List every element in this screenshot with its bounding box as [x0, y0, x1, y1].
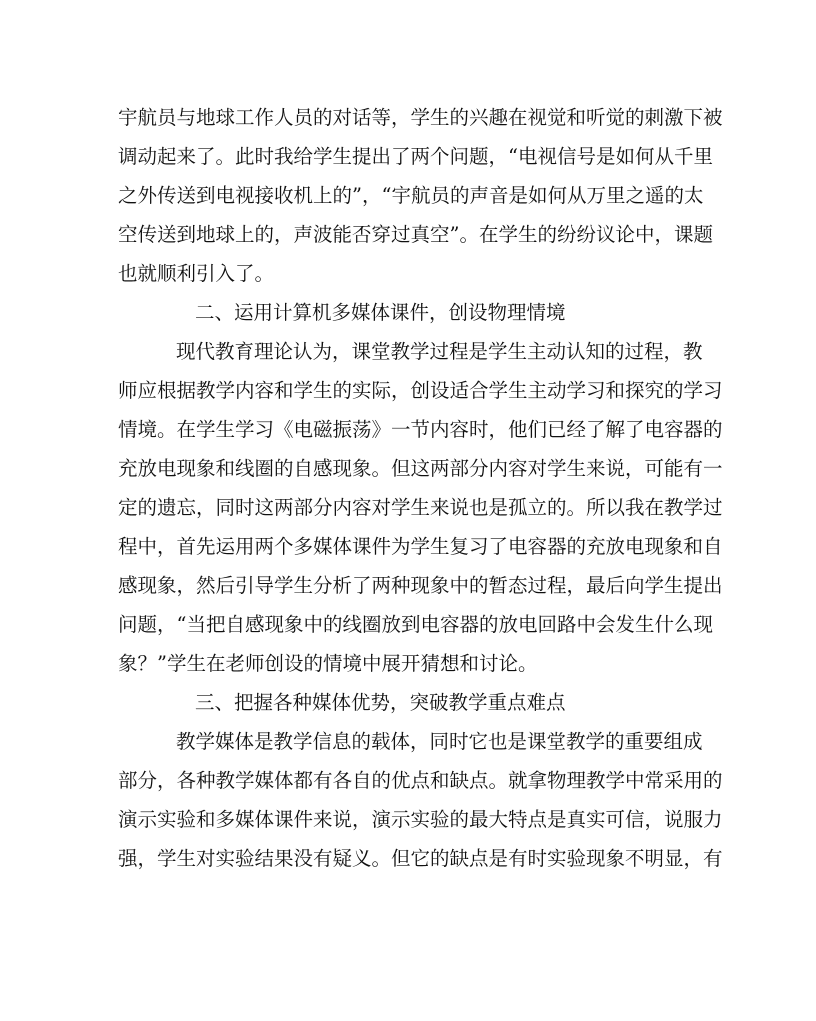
- text-line: 强，学生对实验结果没有疑义。但它的缺点是有时实验现象不明显，有: [118, 847, 723, 870]
- paragraph-section-two: [118, 332, 723, 683]
- text-line: 教学媒体是教学信息的载体，同时它也是课堂教学的重要组成: [176, 730, 703, 753]
- text-line: 问题，“当把自感现象中的线圈放到电容器的放电回路中会发生什么现: [118, 613, 713, 636]
- paragraph-intro: [118, 98, 723, 293]
- text-line: 情境。在学生学习《电磁振荡》一节内容时，他们已经了解了电容器的: [118, 418, 723, 441]
- text-line: 之外传送到电视接收机上的”，“宇航员的声音是如何从万里之遥的太: [118, 184, 704, 207]
- text-line: 空传送到地球上的，声波能否穿过真空”。在学生的纷纷议论中，课题: [118, 223, 713, 246]
- text-line: 象？”学生在老师创设的情境中展开猜想和讨论。: [118, 652, 538, 675]
- text-line: 演示实验和多媒体课件来说，演示实验的最大特点是真实可信，说服力: [118, 808, 723, 831]
- document-body: [118, 98, 723, 878]
- section-three-heading: 三、把握各种媒体优势，突破教学重点难点: [195, 691, 566, 714]
- text-line: 也就顺利引入了。: [118, 262, 275, 285]
- text-line: 部分，各种教学媒体都有各自的优点和缺点。就拿物理教学中常采用的: [118, 769, 723, 792]
- text-line: 定的遗忘，同时这两部分内容对学生来说也是孤立的。所以我在教学过: [118, 496, 723, 519]
- text-line: 师应根据教学内容和学生的实际，创设适合学生主动学习和探究的学习: [118, 379, 723, 402]
- text-line: 调动起来了。此时我给学生提出了两个问题，“电视信号是如何从千里: [118, 145, 713, 168]
- text-line: 充放电现象和线圈的自感现象。但这两部分内容对学生来说，可能有一: [118, 457, 723, 480]
- paragraph-section-three: [118, 722, 723, 878]
- text-line: 程中，首先运用两个多媒体课件为学生复习了电容器的充放电现象和自: [118, 535, 723, 558]
- section-two-heading: 二、运用计算机多媒体课件，创设物理情境: [195, 301, 566, 324]
- text-line: 宇航员与地球工作人员的对话等，学生的兴趣在视觉和听觉的刺激下被: [118, 106, 723, 129]
- text-line: 感现象，然后引导学生分析了两种现象中的暂态过程，最后向学生提出: [118, 574, 723, 597]
- text-line: 现代教育理论认为，课堂教学过程是学生主动认知的过程，教: [176, 340, 703, 363]
